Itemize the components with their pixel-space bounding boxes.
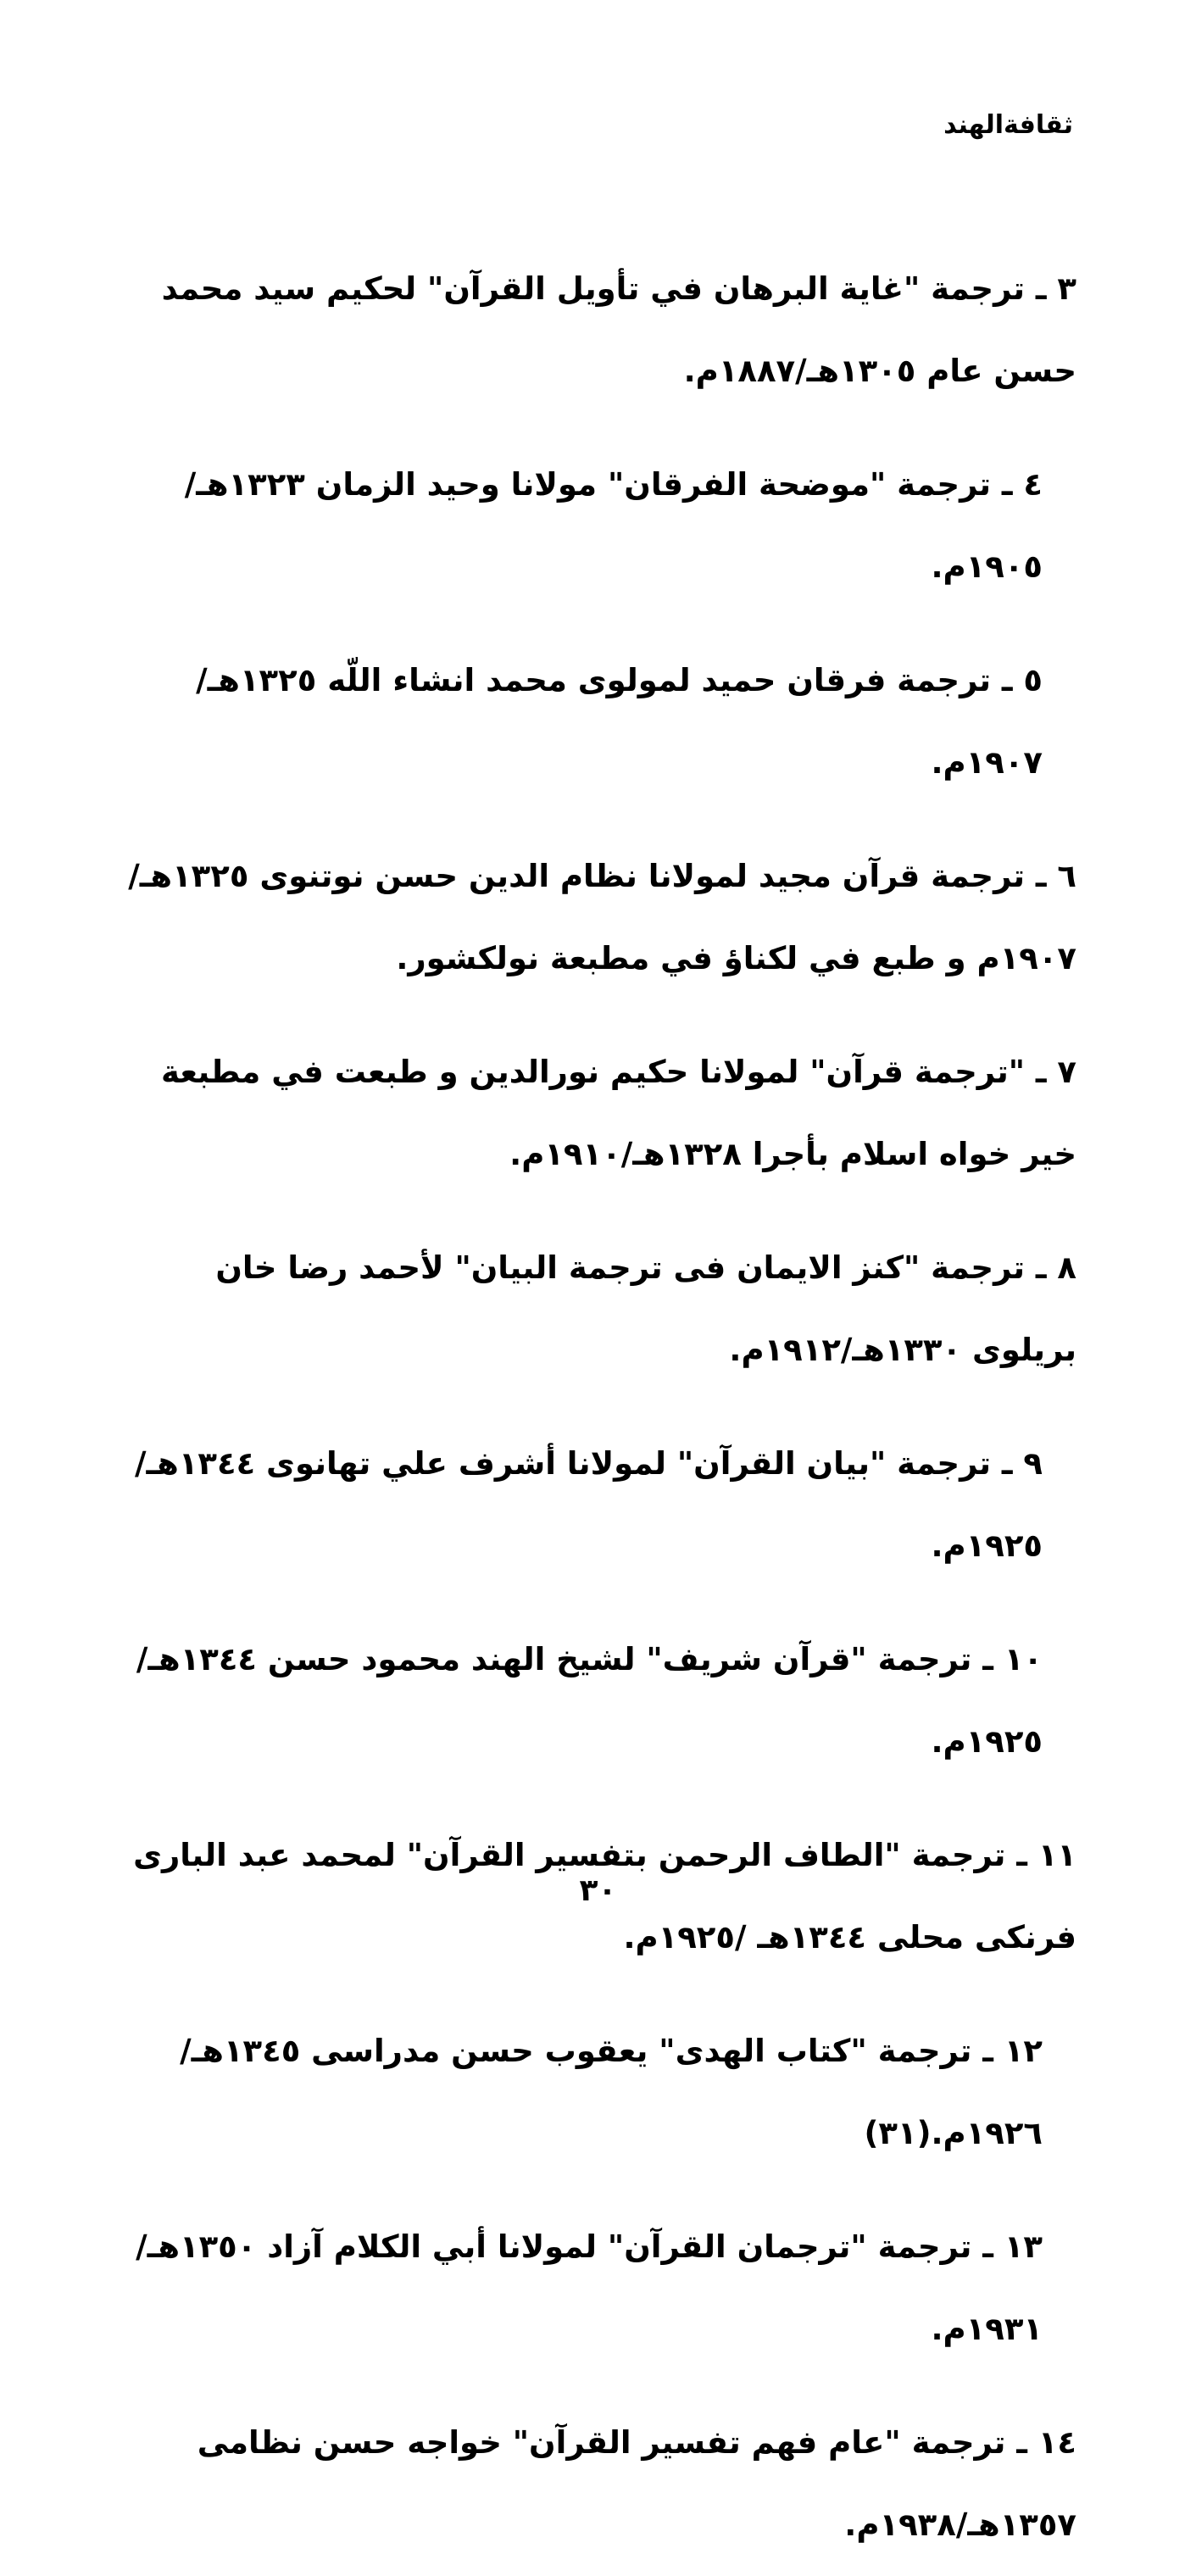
list-item: ٨ ـ ترجمة "كنز الايمان فى ترجمة البيان" لأحمد رضا خان بريلوى ١٣٣٠هـ/١٩١٢م. [215,1249,1076,1368]
list-item: ٦ ـ ترجمة قرآن مجيد لمولانا نظام الدين حسن نوتنوى ١٣٢٥هـ/١٩٠٧م و طبع في لكناؤ في مطبعة نولكشور. [128,858,1076,976]
list-item: ٤ ـ ترجمة "موضحة الفرقان" مولانا وحيد الزمان ١٣٢٣هـ/١٩٠٥م. [184,466,1043,585]
list-item: ٣ ـ ترجمة "غاية البرهان في تأويل القرآن" لحكيم سيد محمد حسن عام ١٣٠٥هـ/١٨٨٧م. [161,270,1076,389]
list-item: ٩ ـ ترجمة "بيان القرآن" لمولانا أشرف علي تهانوى ١٣٤٤هـ/١٩٢٥م. [135,1445,1043,1564]
list-item: ١١ ـ ترجمة "الطاف الرحمن بتفسير القرآن" لمحمد عبد البارى فرنكى محلى ١٣٤٤هـ /١٩٢٥م. [133,1837,1076,1956]
list-item: ١٣ ـ ترجمة "ترجمان القرآن" لمولانا أبي الكلام آزاد ١٣٥٠هـ/١٩٣١م. [136,2228,1043,2347]
page-number: ٣٠ [579,1873,617,1908]
running-header: ثقافةالهند [943,110,1073,140]
list-item: ١٤ ـ ترجمة "عام فهم تفسير القرآن" خواجه حسن نظامى ١٣٥٧هـ/١٩٣٨م. [197,2424,1076,2543]
translation-list [127,216,1076,2576]
list-item: ٥ ـ ترجمة فرقان حميد لمولوى محمد انشاء اللّه ١٣٢٥هـ/١٩٠٧م. [196,662,1043,781]
list-item: ١٠ ـ ترجمة "قرآن شريف" لشيخ الهند محمود حسن ١٣٤٤هـ/١٩٢٥م. [136,1641,1043,1760]
list-item: ٧ ـ "ترجمة قرآن" لمولانا حكيم نورالدين و طبعت في مطبعة خير خواه اسلام بأجرا ١٣٢٨هـ/١٩١٠م. [160,1054,1076,1172]
list-item: ١٢ ـ ترجمة "كتاب الهدى" يعقوب حسن مدراسى ١٣٤٥هـ/١٩٢٦م.(٣١) [180,2033,1043,2151]
